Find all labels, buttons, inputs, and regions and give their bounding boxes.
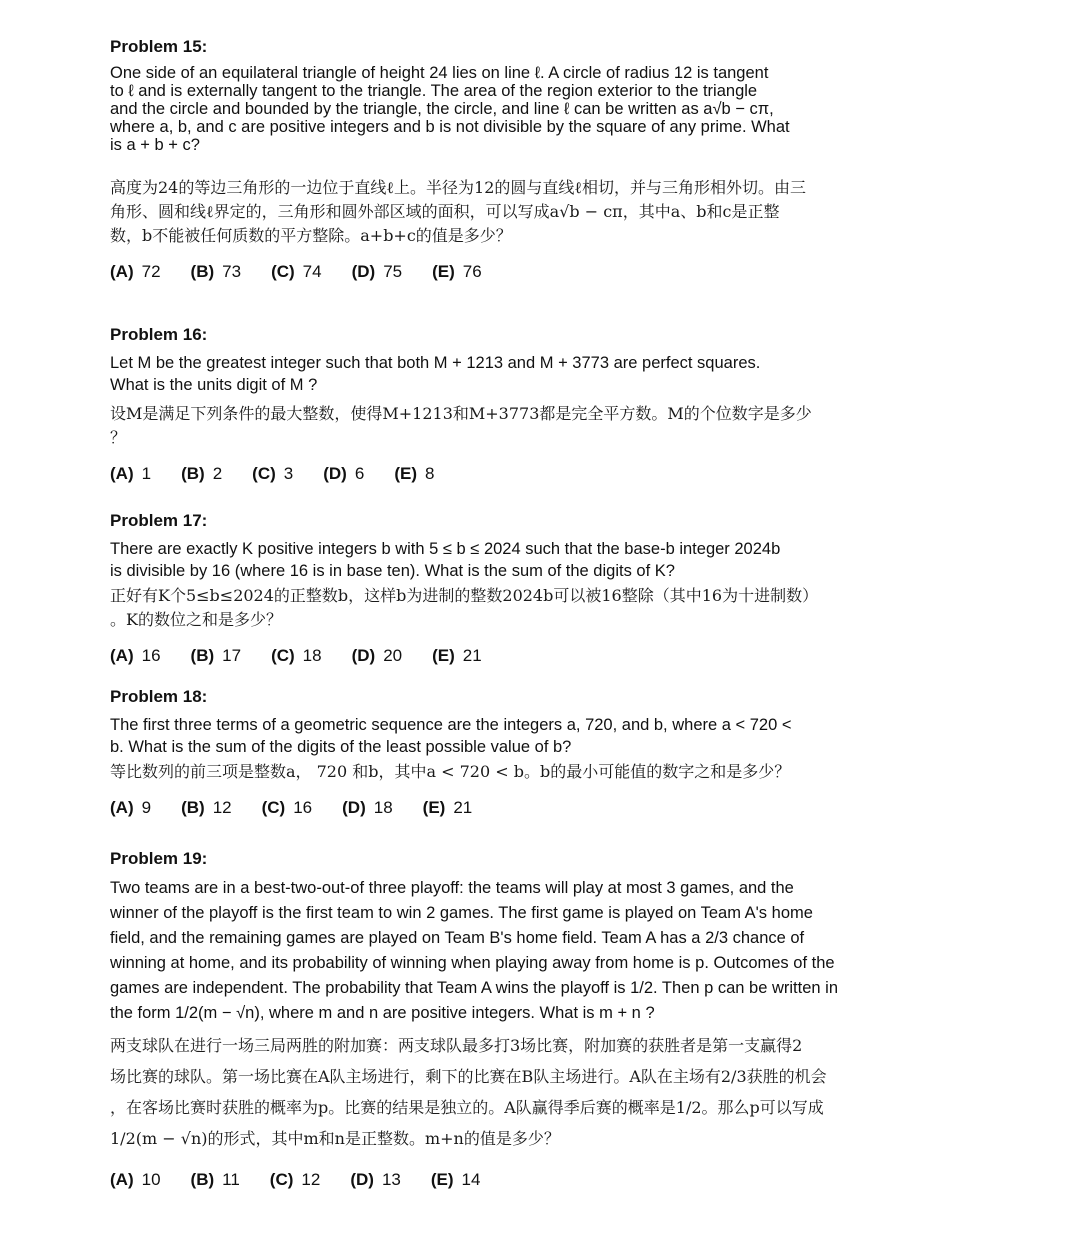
choice-e[interactable]: (E) 21 [432, 646, 482, 665]
problem-19 [110, 848, 920, 1190]
answer-choices [110, 646, 920, 666]
chinese-text: 正好有K个5≤b≤2024的正整数b，这样b为进制的整数2024b可以被16整除（其中16为十进制数） 。K的数位之和是多少？ [110, 586, 819, 629]
problem-title: Problem 16: [110, 325, 208, 344]
choice-e[interactable]: (E) 14 [430, 1170, 481, 1189]
answer-choices [110, 262, 920, 282]
choice-d[interactable]: (D) 75 [351, 262, 403, 281]
chinese-text: 设M是满足下列条件的最大整数，使得M+1213和M+3773都是完全平方数。M的个位数字是多少 ？ [110, 404, 812, 447]
choice-d[interactable]: (D) 18 [342, 798, 393, 817]
choice-b[interactable]: (B) 11 [190, 1170, 240, 1189]
english-text: The first three terms of a geometric sequence are the integers a, 720, and b, where a < 720 < b. What is the sum of the digits of the least possible value of b? [110, 716, 792, 756]
problem-title: Problem 19: [110, 849, 208, 868]
choice-c[interactable]: (C) 12 [269, 1170, 321, 1189]
problem-title: Problem 15: [110, 37, 208, 56]
problem-17 [110, 510, 920, 666]
choice-d[interactable]: (D) 20 [351, 646, 403, 665]
choice-b[interactable]: (B) 17 [190, 646, 242, 665]
choice-a[interactable]: (A) 16 [110, 646, 161, 665]
choice-b[interactable]: (B) 73 [190, 262, 242, 281]
choice-a[interactable]: (A) 72 [110, 262, 161, 281]
problem-title: Problem 17: [110, 511, 208, 530]
english-text: Two teams are in a best-two-out-of three playoff: the teams will play at most 3 games, and the winner of the playoff is the first team to win 2 games. The first game is played on Team A's home field, and the remaining games are played on Team B's home field. Team A has a 2/3 chance of winning at home, and its probability of winning when playing away from home is p. Outcomes of the games are independent. The probability that Team A wins the playoff is 1/2. Then p can be written in the form 1/2(m − √n), where m and n are positive integers. What is m + n ? [110, 879, 838, 1022]
choice-c[interactable]: (C) 3 [252, 464, 294, 483]
problem-title: Problem 18: [110, 687, 208, 706]
choice-b[interactable]: (B) 12 [181, 798, 232, 817]
problem-15 [110, 36, 920, 282]
english-text: Let M be the greatest integer such that both M + 1213 and M + 3773 are perfect squares. What is the units digit of M ? [110, 354, 761, 394]
chinese-text: 高度为24的等边三角形的一边位于直线ℓ上。半径为12的圆与直线ℓ相切，并与三角形相外切。由三 角形、圆和线ℓ界定的，三角形和圆外部区域的面积，可以写成a√b − cπ，其中a、b和c是正整 数，b不能被任何质数的平方整除。a+b+c的值是多少？ [110, 178, 807, 245]
choice-a[interactable]: (A) 10 [110, 1170, 161, 1189]
english-text: One side of an equilateral triangle of height 24 lies on line ℓ. A circle of radius 12 is tangent to ℓ and is externally tangent to the triangle. The area of the region exterior to the triangle and the circle and bounded by the triangle, the circle, and line ℓ can be written as a√b − cπ, where a, b, and c are positive integers and b is not divisible by the square of any prime. What is a + b + c? [110, 64, 790, 154]
choice-e[interactable]: (E) 76 [432, 262, 482, 281]
choice-c[interactable]: (C) 74 [271, 262, 322, 281]
choice-c[interactable]: (C) 16 [261, 798, 313, 817]
choice-e[interactable]: (E) 8 [394, 464, 435, 483]
choice-e[interactable]: (E) 21 [422, 798, 473, 817]
answer-choices [110, 1170, 920, 1190]
problem-16 [110, 324, 920, 484]
choice-d[interactable]: (D) 6 [323, 464, 365, 483]
answer-choices [110, 798, 920, 818]
choice-d[interactable]: (D) 13 [350, 1170, 401, 1189]
choice-a[interactable]: (A) 1 [110, 464, 152, 483]
answer-choices [110, 464, 920, 484]
english-text: There are exactly K positive integers b with 5 ≤ b ≤ 2024 such that the base-b integer 2024b is divisible by 16 (where 16 is in base ten). What is the sum of the digits of K? [110, 540, 781, 580]
choice-a[interactable]: (A) 9 [110, 798, 152, 817]
problem-18 [110, 686, 920, 818]
choice-b[interactable]: (B) 2 [181, 464, 223, 483]
chinese-text: 等比数列的前三项是整数a， 720 和b，其中a < 720 < b。b的最小可能值的数字之和是多少？ [110, 762, 791, 781]
choice-c[interactable]: (C) 18 [271, 646, 322, 665]
chinese-text: 两支球队在进行一场三局两胜的附加赛：两支球队最多打3场比赛，附加赛的获胜者是第一支赢得2 场比赛的球队。第一场比赛在A队主场进行，剩下的比赛在B队主场进行。A队在主场有2/3获胜的机会 ，在客场比赛时获胜的概率为p。比赛的结果是独立的。A队赢得季后赛的概率是1/2。那么p可以写成 1/2(m − √n)的形式，其中m和n是正整数。m+n的值是多少？ [110, 1036, 827, 1148]
